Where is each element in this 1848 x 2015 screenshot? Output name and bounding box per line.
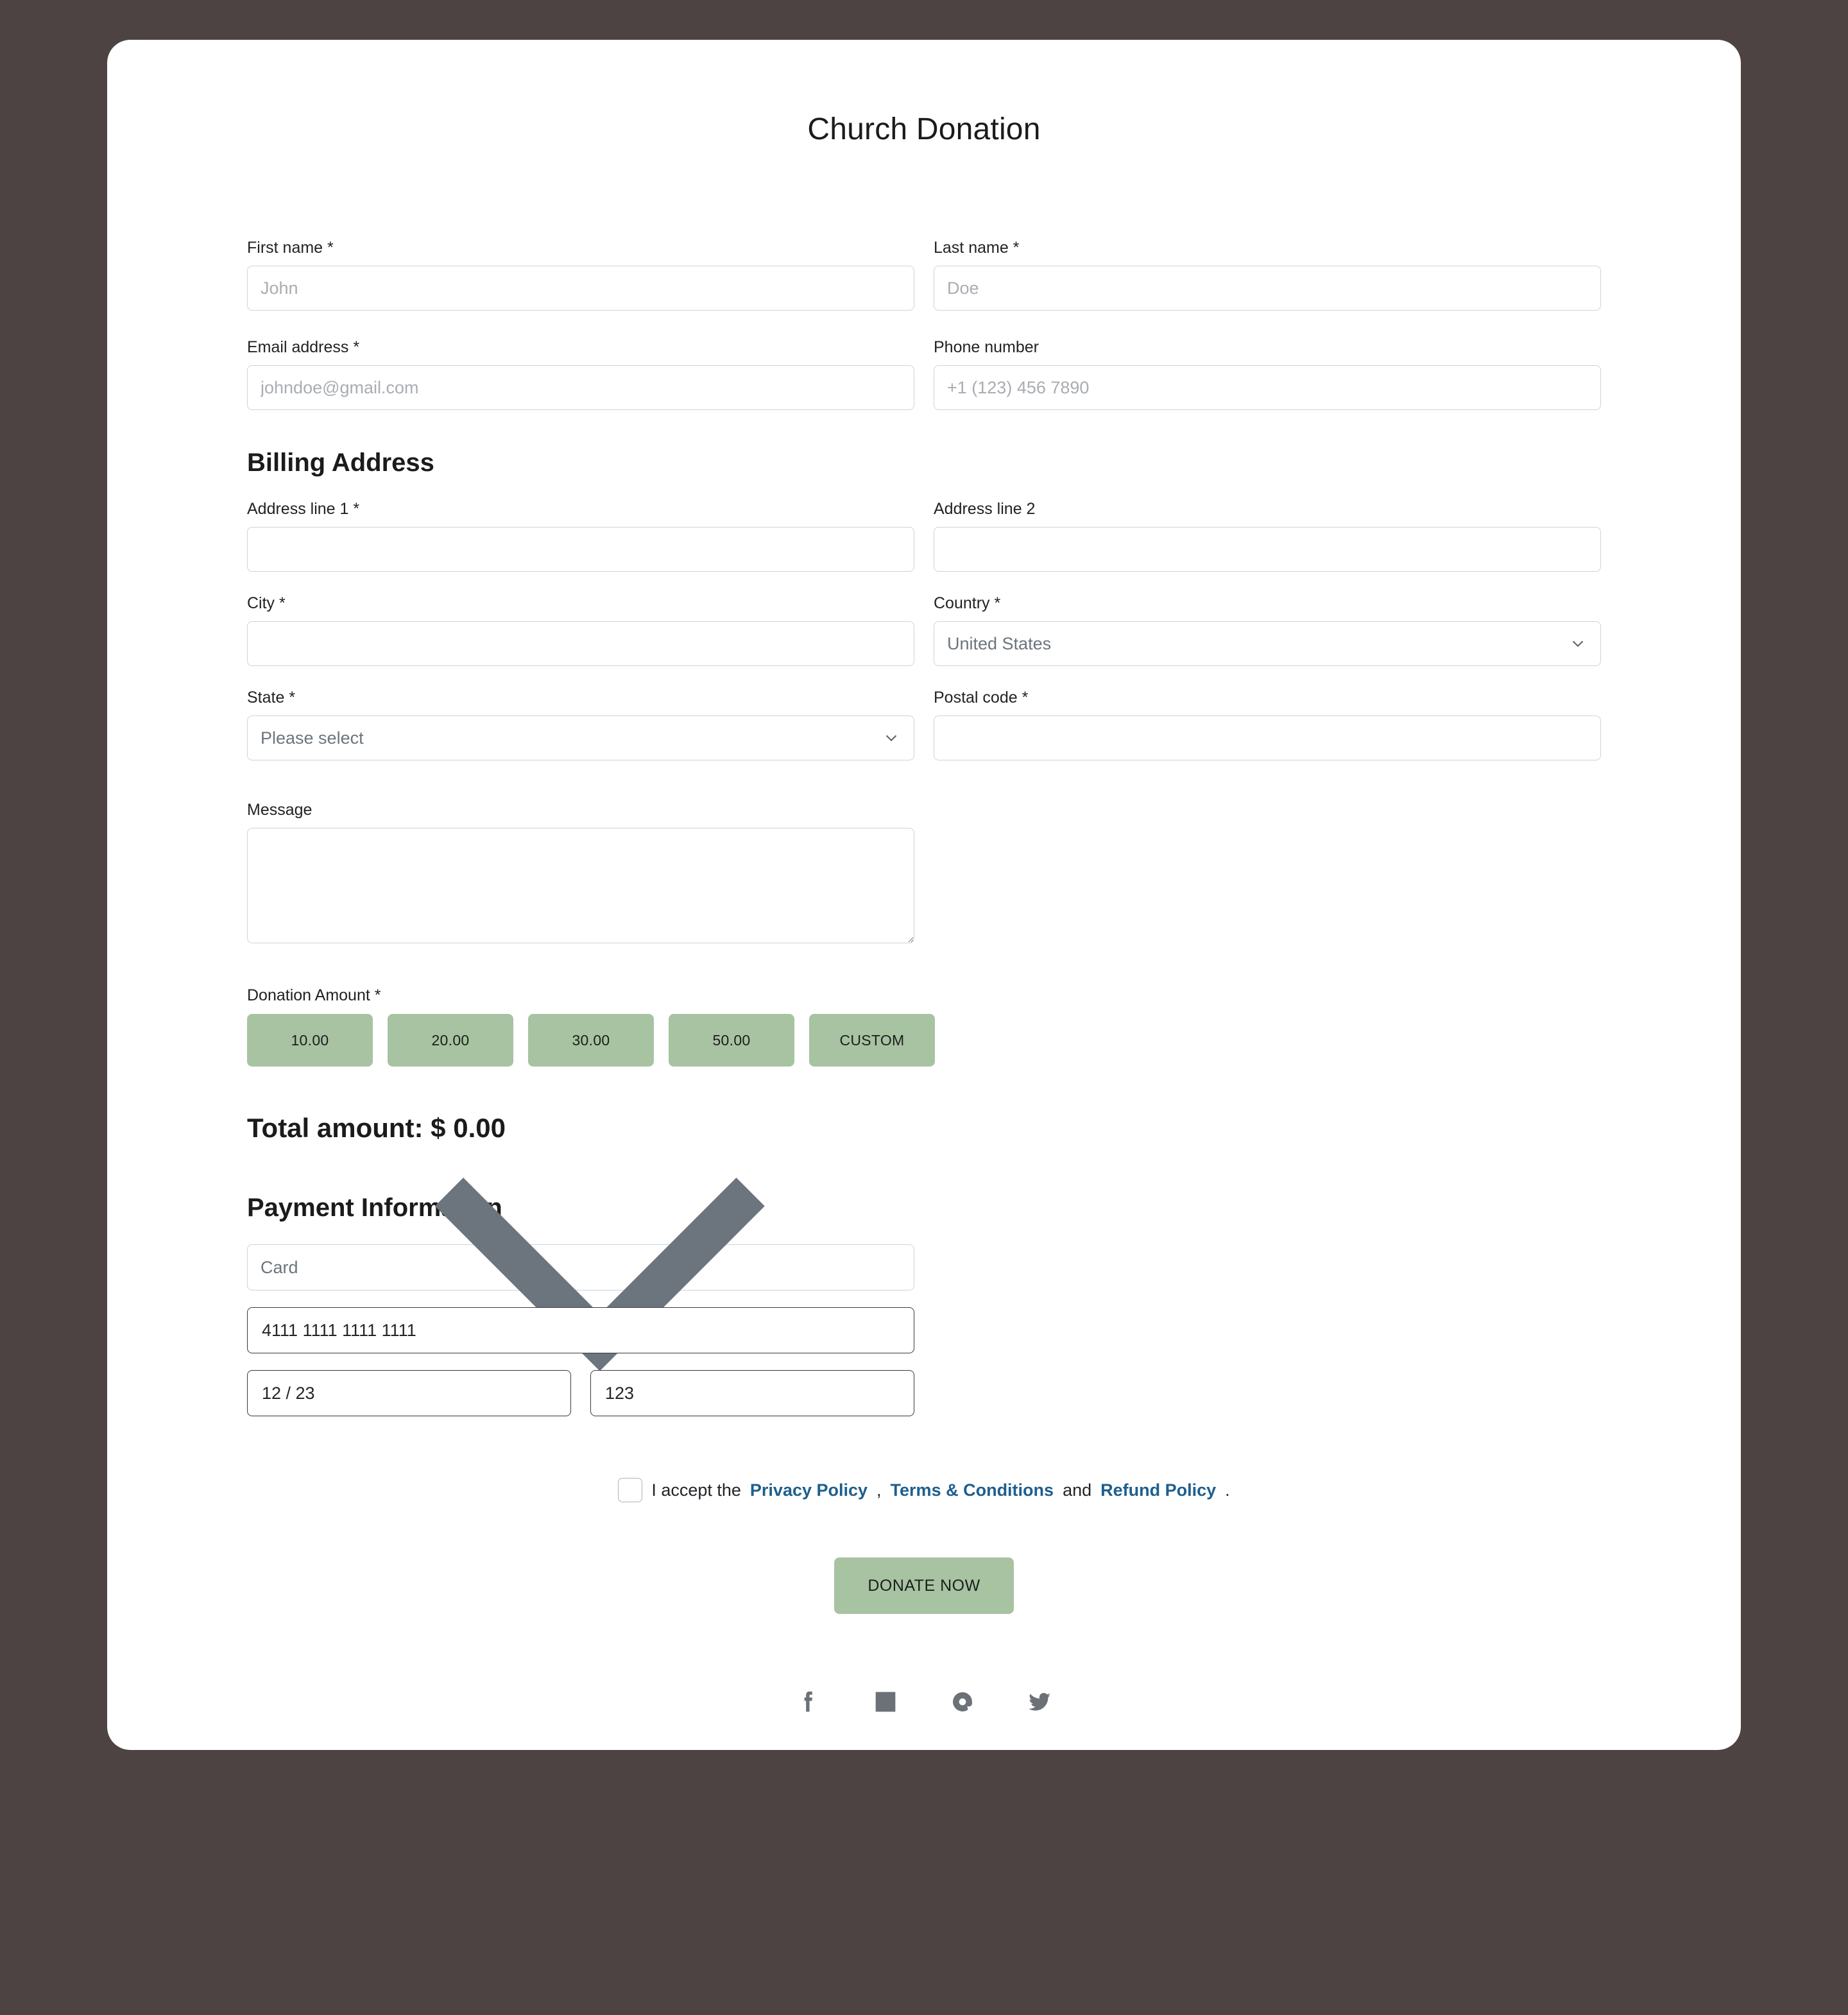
accept-and-text: and — [1063, 1480, 1092, 1500]
state-field — [247, 688, 914, 760]
phone-input[interactable] — [934, 365, 1601, 410]
privacy-policy-link[interactable]: Privacy Policy — [749, 1480, 868, 1500]
postal-code-label: Postal code * — [934, 689, 1029, 707]
address-line-2-field — [934, 499, 1601, 572]
email-field — [247, 338, 914, 410]
chevron-down-icon — [1568, 634, 1587, 653]
address-line-1-label: Address line 1 * — [247, 500, 360, 518]
country-field — [934, 594, 1601, 666]
country-label: Country * — [934, 594, 1001, 612]
donation-form — [107, 238, 1741, 1719]
amount-option-custom[interactable]: CUSTOM — [809, 1014, 935, 1067]
card-number-input[interactable] — [247, 1307, 914, 1353]
chevron-down-icon — [298, 966, 901, 1568]
amount-option-1[interactable]: 10.00 — [247, 1014, 373, 1067]
address-line-1-field — [247, 499, 914, 572]
phone-label: Phone number — [934, 338, 1040, 356]
email-icon[interactable] — [945, 1685, 980, 1719]
refund-policy-link[interactable]: Refund Policy — [1100, 1480, 1217, 1500]
chevron-down-icon — [882, 728, 901, 748]
message-label: Message — [247, 801, 312, 819]
city-country-row — [247, 594, 1601, 688]
accept-prefix-text: I accept the — [651, 1480, 741, 1500]
payment-fields — [247, 1244, 914, 1416]
message-input[interactable] — [247, 828, 914, 943]
last-name-field — [934, 238, 1601, 311]
card-cvc-input[interactable] — [590, 1370, 914, 1416]
payment-method-select[interactable] — [247, 1244, 914, 1290]
donate-now-button[interactable]: DONATE NOW — [834, 1557, 1013, 1614]
state-postal-row — [247, 688, 1601, 782]
last-name-input[interactable] — [934, 266, 1601, 311]
email-input[interactable] — [247, 365, 914, 410]
payment-information-heading: Payment Information — [247, 1194, 502, 1222]
total-amount: Total amount: $ 0.00 — [247, 1113, 506, 1143]
country-select[interactable] — [934, 621, 1601, 666]
state-select[interactable] — [247, 716, 914, 760]
name-row — [247, 238, 1601, 338]
address-line-1-input[interactable] — [247, 527, 914, 572]
billing-address-heading: Billing Address — [247, 449, 434, 477]
first-name-field — [247, 238, 914, 311]
first-name-label: First name * — [247, 239, 334, 257]
card-expiry-input[interactable] — [247, 1370, 571, 1416]
phone-field — [934, 338, 1601, 410]
message-field — [247, 800, 914, 947]
donation-card — [107, 40, 1741, 1750]
terms-conditions-link[interactable]: Terms & Conditions — [890, 1480, 1054, 1500]
amount-option-2[interactable]: 20.00 — [388, 1014, 513, 1067]
city-label: City * — [247, 594, 286, 612]
last-name-label: Last name * — [934, 239, 1020, 257]
address-row — [247, 499, 1601, 594]
first-name-input[interactable] — [247, 266, 914, 311]
address-line-2-label: Address line 2 — [934, 500, 1036, 518]
payment-method-value: Card — [261, 1257, 298, 1277]
email-label: Email address * — [247, 338, 360, 356]
city-input[interactable] — [247, 621, 914, 666]
city-field — [247, 594, 914, 666]
postal-code-input[interactable] — [934, 716, 1601, 760]
country-selected-value: United States — [947, 633, 1052, 653]
donation-amount-label: Donation Amount * — [247, 986, 381, 1004]
address-line-2-input[interactable] — [934, 527, 1601, 572]
page-title: Church Donation — [807, 112, 1041, 146]
contact-row — [247, 338, 1601, 437]
facebook-icon[interactable] — [791, 1685, 826, 1719]
accept-comma: , — [877, 1480, 882, 1500]
postal-code-field — [934, 688, 1601, 760]
state-selected-value: Please select — [261, 728, 364, 748]
amount-option-3[interactable]: 30.00 — [528, 1014, 654, 1067]
state-label: State * — [247, 689, 296, 707]
amount-option-4[interactable]: 50.00 — [669, 1014, 794, 1067]
twitter-icon[interactable] — [1022, 1685, 1057, 1719]
linkedin-icon[interactable] — [868, 1685, 903, 1719]
social-links — [247, 1685, 1601, 1719]
accept-period: . — [1225, 1480, 1230, 1500]
billing-fields — [247, 499, 1601, 782]
accept-terms-checkbox[interactable] — [618, 1478, 642, 1502]
